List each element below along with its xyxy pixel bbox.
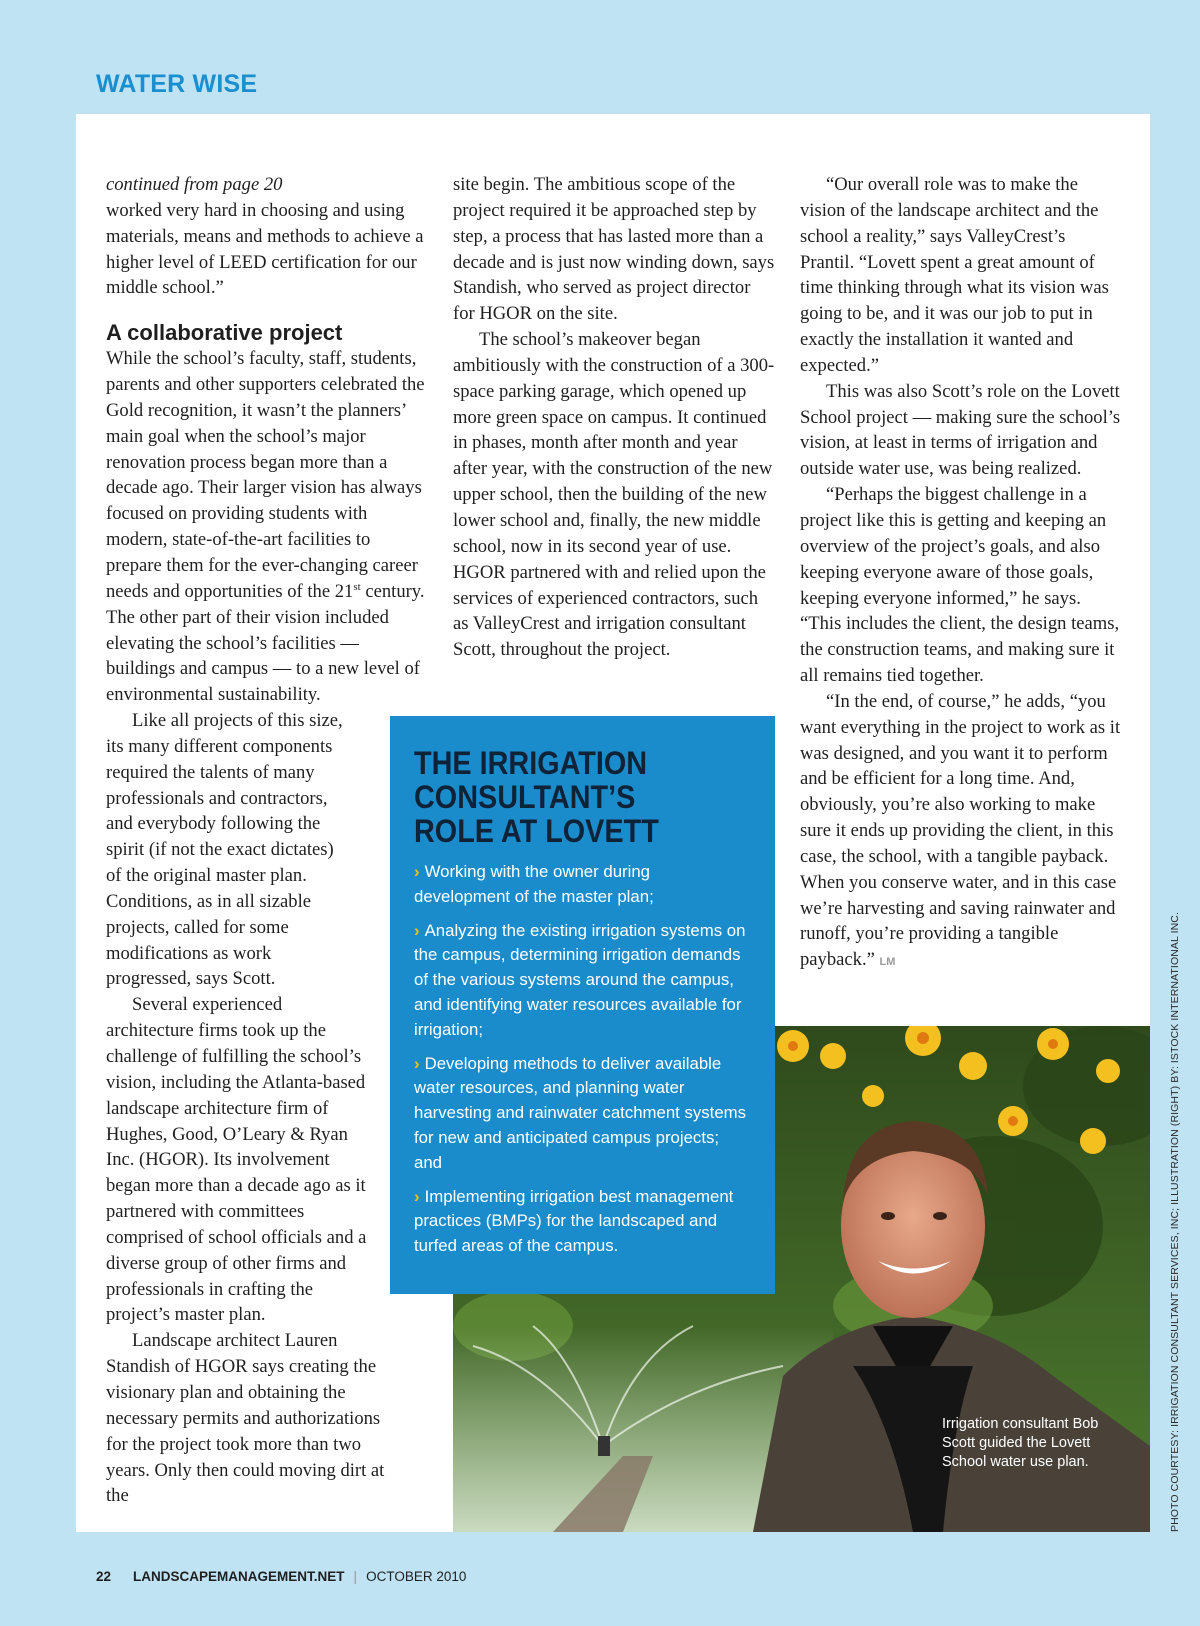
- sidebar-item-text: Working with the owner during development of the master plan;: [414, 862, 654, 906]
- section-label: WATER WISE: [96, 70, 258, 98]
- sidebar-item-text: Analyzing the existing irrigation systems on the campus, determining irrigation demands of the various systems around the campus, and identifying water resources available for irrigation;: [414, 920, 746, 1039]
- paragraph: “Our overall role was to make the vision of the landscape architect and the school a reality,” says ValleyCrest’s Prantil. “Lovett spent a great amount of time thinking through what its vision was going to be, and it was our job to put in exactly the installation it wanted and expected.”: [800, 174, 1109, 376]
- article-column-3: [800, 172, 1124, 976]
- paragraph: This was also Scott’s role on the Lovett School project — making sure the school’s vision, at least in terms of irrigation and outside water use, was being realized.: [800, 380, 1121, 480]
- page-footer: [96, 1569, 466, 1584]
- page-number: 22: [96, 1569, 112, 1584]
- paragraph-text: century. The other part of their vision included elevating the school’s facilities — buildings and campus — to a new level of environmental sustainability.: [106, 580, 425, 706]
- publication-site: LANDSCAPEMANAGEMENT.NET: [133, 1569, 345, 1584]
- article-column-1: [106, 172, 426, 1509]
- continued-note: continued from page 20: [106, 174, 283, 195]
- sidebar-item-text: Implementing irrigation best management practices (BMPs) for the landscaped and turfed areas of the campus.: [414, 1186, 734, 1256]
- sidebar-item: [414, 1185, 749, 1259]
- sidebar-box: [390, 716, 775, 1294]
- paragraph: [800, 689, 1124, 976]
- sidebar-item: [414, 1052, 749, 1176]
- paragraph: site begin. The ambitious scope of the project required it be approached step by step, a process that has lasted more than a decade and is just now winding down, says Standish, who served as project director for HGOR on the site.: [453, 174, 775, 325]
- ordinal-superscript: st: [353, 580, 361, 593]
- issue-date: OCTOBER 2010: [366, 1569, 467, 1584]
- paragraph-text: “In the end, of course,” he adds, “you want everything in the project to work as it was designed, and you want it to perform and be efficient for a long time. And, obviously, you’re also working to make sure it ends up providing the client, in this case, the school, with a tangible payback. When you conserve water, and in this case we’re harvesting and saving rainwater and runoff, you’re providing a tangible payback.”: [800, 690, 1121, 971]
- sidebar-title: THE IRRIGATION CONSULTANT’S ROLE AT LOVETT: [414, 745, 659, 849]
- chevron-right-icon: ›: [414, 1186, 420, 1206]
- paragraph: Landscape architect Lauren Standish of HGOR says creating the visionary plan and obtaining the necessary permits and authorizations for the project took more than two years. Only then could moving dirt at the: [106, 1330, 385, 1507]
- photo-credit: PHOTO COURTESY: IRRIGATION CONSULTANT SERVICES, INC; ILLUSTRATION (RIGHT) BY: ISTOCK INTERNATIONAL INC.: [1169, 912, 1181, 1532]
- paragraph: Like all projects of this size, its many different components required the talents of many professionals and contractors, and everybody following the spirit (if not the exact dictates) of the original master plan. Conditions, as in all sizable projects, called for some modifications as work progressed, says Scott.: [106, 710, 343, 990]
- sidebar-item-text: Developing methods to deliver available water resources, and planning water harvesting and rainwater catchment systems for new and anticipated campus projects; and: [414, 1053, 747, 1172]
- page-body: [76, 114, 1150, 1532]
- photo-caption: Irrigation consultant Bob Scott guided the Lovett School water use plan.: [942, 1416, 1099, 1470]
- paragraph: [106, 346, 426, 708]
- chevron-right-icon: ›: [414, 1053, 420, 1073]
- sidebar-item: [414, 919, 749, 1043]
- paragraph: “Perhaps the biggest challenge in a project like this is getting and keeping an overview of the project’s goals, and also keeping everyone aware of those goals, keeping everyone informed,” he says. “This includes the client, the design teams, the construction teams, and making sure it all remains tied together.: [800, 484, 1120, 687]
- paragraph: Several experienced architecture firms took up the challenge of fulfilling the school’s vision, including the Atlanta-based landscape architecture firm of Hughes, Good, O’Leary & Ryan Inc. (HGOR). Its involvement began more than a decade ago as it partnered with committees comprised of school officials and a diverse group of other firms and professionals in crafting the project’s master plan.: [106, 994, 367, 1326]
- chevron-right-icon: ›: [414, 920, 420, 940]
- chevron-right-icon: ›: [414, 862, 420, 881]
- subheading: A collaborative project: [106, 320, 343, 346]
- end-mark: LM: [879, 956, 896, 969]
- paragraph: The school’s makeover began ambitiously with the construction of a 300-space parking garage, which opened up more green space on campus. It continued in phases, month after month and year after year, with the construction of the new upper school, then the building of the new lower school and, finally, the new middle school, now in its second year of use. HGOR partnered with and relied upon the services of experienced contractors, such as ValleyCrest and irrigation consultant Scott, throughout the project.: [453, 329, 775, 661]
- article-column-2: [453, 172, 775, 663]
- paragraph: worked very hard in choosing and using materials, means and methods to achieve a higher level of LEED certification for our middle school.”: [106, 199, 424, 299]
- sidebar-item: [414, 860, 749, 910]
- footer-separator: |: [353, 1569, 358, 1584]
- paragraph-text: While the school’s faculty, staff, students, parents and other supporters celebrated the Gold recognition, it wasn’t the planners’ main goal when the school’s major renovation process began more than a decade ago. Their larger vision has always focused on providing students with modern, state-of-the-art facilities to prepare them for the ever-changing career needs and opportunities of the 21: [106, 348, 425, 602]
